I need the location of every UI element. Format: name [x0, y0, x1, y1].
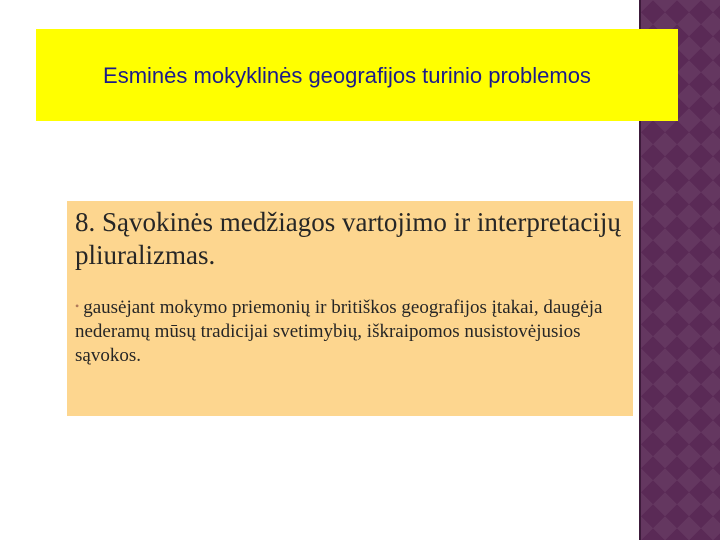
content-box — [67, 201, 633, 416]
bullet-item — [75, 294, 625, 368]
title-box — [36, 29, 678, 121]
bullet-text: gausėjant mokymo priemonių ir britiškos geografijos įtakai, daugėja nederamų mūsų tradicijai svetimybių, iškraipomos nusistovėjusios sąvokos. — [75, 297, 603, 366]
bullet-icon: • — [75, 299, 80, 313]
content-heading: 8. Sąvokinės medžiagos vartojimo ir interpretacijų pliuralizmas. — [75, 207, 621, 270]
slide-title: Esminės mokyklinės geografijos turinio problemos — [103, 62, 591, 88]
